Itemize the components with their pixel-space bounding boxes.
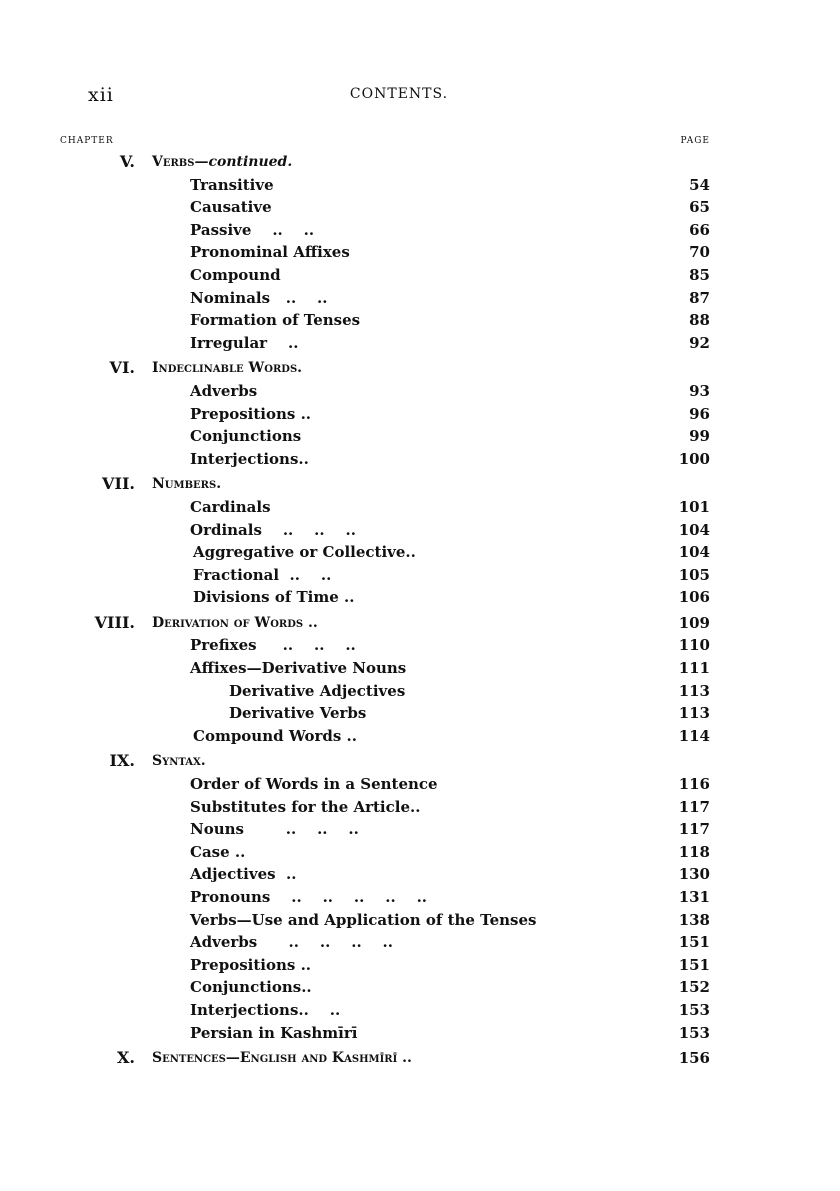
entry-title: Affixes—Derivative Nouns — [190, 659, 407, 678]
chapter-title — [152, 1047, 412, 1070]
toc-entry — [0, 219, 840, 242]
entry-title: Adjectives .. — [190, 865, 297, 884]
chapter-title — [152, 473, 221, 496]
toc-entry — [0, 309, 840, 332]
entry-title: Case .. — [190, 842, 246, 861]
entry-title: Compound Words .. — [193, 726, 357, 745]
entry-title: Aggregative or Collective.. — [193, 543, 416, 562]
entry-title: Adverbs — [190, 381, 258, 400]
toc-entry — [0, 863, 840, 886]
toc-entry — [0, 287, 840, 310]
entry-page-number: 65 — [689, 198, 710, 217]
entry-title: Conjunctions — [190, 427, 302, 446]
entry-title: Compound — [190, 265, 281, 284]
chapter-row — [0, 151, 840, 174]
entry-title: Ordinals .. .. .. — [190, 520, 356, 539]
entry-title: Irregular .. — [190, 333, 299, 352]
chapter-title — [152, 151, 292, 174]
toc-entry — [0, 196, 840, 219]
entry-page-number: 99 — [689, 427, 710, 446]
entry-page-number: 153 — [678, 1023, 710, 1042]
toc-entry — [0, 519, 840, 542]
entry-page-number: 106 — [678, 588, 710, 607]
toc-entry — [0, 773, 840, 796]
chapter-title — [152, 357, 302, 380]
toc-entry — [0, 796, 840, 819]
toc-entry — [0, 976, 840, 999]
chapter-row — [0, 473, 840, 496]
entry-title: Formation of Tenses — [190, 311, 361, 330]
entry-page-number: 85 — [689, 265, 710, 284]
toc-entry — [0, 403, 840, 426]
toc-entry — [0, 818, 840, 841]
chapter-title-text: Verbs — [152, 154, 195, 170]
entry-title: Fractional .. .. — [193, 565, 332, 584]
toc-entry — [0, 332, 840, 355]
chapter-number: VI. — [109, 358, 135, 378]
toc-entry — [0, 954, 840, 977]
chapter-page-number: 156 — [678, 1049, 710, 1068]
entry-page-number: 100 — [678, 449, 710, 468]
toc-entry — [0, 448, 840, 471]
chapter-column-heading: CHAPTER — [60, 136, 114, 146]
entry-page-number: 151 — [678, 933, 710, 952]
entry-title: Persian in Kashmīrī — [190, 1023, 358, 1042]
toc-entry — [0, 886, 840, 909]
chapter-row — [0, 1047, 840, 1070]
entry-page-number: 70 — [689, 243, 710, 262]
chapter-title-text: Derivation of Words .. — [152, 614, 318, 631]
toc-entry — [0, 241, 840, 264]
entry-page-number: 104 — [678, 543, 710, 562]
entry-page-number: 114 — [678, 726, 710, 745]
page-column-heading: PAGE — [680, 136, 710, 146]
entry-title: Conjunctions.. — [190, 978, 312, 997]
toc-entry — [0, 174, 840, 197]
entry-page-number: 92 — [689, 333, 710, 352]
toc-entry — [0, 634, 840, 657]
entry-page-number: 54 — [689, 175, 710, 194]
page-folio: xii — [88, 84, 114, 106]
toc-entry — [0, 425, 840, 448]
entry-page-number: 130 — [678, 865, 710, 884]
chapter-title — [152, 612, 318, 635]
running-head — [88, 84, 710, 108]
entry-page-number: 110 — [678, 636, 710, 655]
chapter-number: VIII. — [94, 612, 135, 632]
entry-page-number: 138 — [678, 910, 710, 929]
chapter-number: V. — [119, 152, 135, 171]
toc-entry — [0, 1022, 840, 1045]
chapter-row — [0, 357, 840, 380]
entry-title: Adverbs .. .. .. .. — [190, 933, 393, 952]
toc-entry — [0, 725, 840, 748]
entry-title: Derivative Adjectives — [229, 681, 406, 700]
entry-title: Verbs—Use and Application of the Tenses — [190, 910, 537, 929]
entry-title: Cardinals — [190, 497, 271, 516]
entry-title: Prefixes .. .. .. — [190, 636, 356, 655]
toc-entry — [0, 586, 840, 609]
chapter-title-suffix: —continued. — [194, 154, 293, 170]
toc-entry — [0, 931, 840, 954]
entry-page-number: 96 — [689, 404, 710, 423]
entry-title: Causative — [190, 198, 272, 217]
entry-title: Passive .. .. — [190, 220, 315, 239]
entry-page-number: 101 — [678, 497, 710, 516]
entry-page-number: 113 — [678, 681, 710, 700]
entry-page-number: 116 — [678, 775, 710, 794]
chapter-title-text: Syntax. — [152, 753, 206, 770]
toc-entry — [0, 496, 840, 519]
entry-title: Prepositions .. — [190, 955, 312, 974]
chapter-title — [152, 750, 206, 773]
toc-entry — [0, 264, 840, 287]
chapter-number: VII. — [102, 474, 135, 494]
entry-page-number: 117 — [678, 797, 710, 816]
entry-title: Prepositions .. — [190, 404, 312, 423]
chapter-number: X. — [117, 1048, 135, 1068]
toc-entry — [0, 841, 840, 864]
entry-page-number: 113 — [678, 704, 710, 723]
entry-title: Transitive — [190, 175, 274, 194]
table-of-contents — [0, 151, 840, 1070]
entry-page-number: 153 — [678, 1000, 710, 1019]
entry-title: Interjections.. .. — [190, 1000, 341, 1019]
entry-title: Derivative Verbs — [229, 704, 367, 723]
entry-page-number: 152 — [678, 978, 710, 997]
chapter-title-text: Numbers. — [152, 476, 222, 493]
entry-page-number: 93 — [689, 381, 710, 400]
entry-page-number: 118 — [678, 842, 710, 861]
entry-title: Nominals .. .. — [190, 288, 328, 307]
toc-entry — [0, 702, 840, 725]
entry-page-number: 151 — [678, 955, 710, 974]
entry-title: Order of Words in a Sentence — [190, 775, 438, 794]
entry-page-number: 104 — [678, 520, 710, 539]
entry-page-number: 117 — [678, 820, 710, 839]
chapter-row — [0, 750, 840, 773]
toc-entry — [0, 909, 840, 932]
entry-page-number: 87 — [689, 288, 710, 307]
entry-title: Substitutes for the Article.. — [190, 797, 421, 816]
chapter-title-text: Sentences—English and Kashmīrī .. — [152, 1050, 412, 1067]
entry-page-number: 105 — [678, 565, 710, 584]
toc-entry — [0, 541, 840, 564]
entry-page-number: 88 — [689, 311, 710, 330]
chapter-title-text: Indeclinable Words. — [152, 360, 303, 377]
entry-title: Divisions of Time .. — [193, 588, 355, 607]
chapter-number: IX. — [109, 751, 135, 771]
chapter-page-number: 109 — [678, 613, 710, 632]
toc-entry — [0, 680, 840, 703]
entry-page-number: 131 — [678, 888, 710, 906]
toc-entry — [0, 999, 840, 1022]
entry-page-number: 111 — [678, 659, 710, 678]
chapter-row — [0, 612, 840, 635]
toc-entry — [0, 657, 840, 680]
toc-entry — [0, 564, 840, 587]
page-title: CONTENTS. — [349, 86, 449, 102]
entry-title: Pronominal Affixes — [190, 243, 350, 262]
entry-title: Interjections.. — [190, 449, 309, 468]
entry-title: Pronouns .. .. .. .. .. — [190, 888, 428, 906]
entry-page-number: 66 — [689, 220, 710, 239]
toc-entry — [0, 380, 840, 403]
entry-title: Nouns .. .. .. — [190, 820, 359, 839]
